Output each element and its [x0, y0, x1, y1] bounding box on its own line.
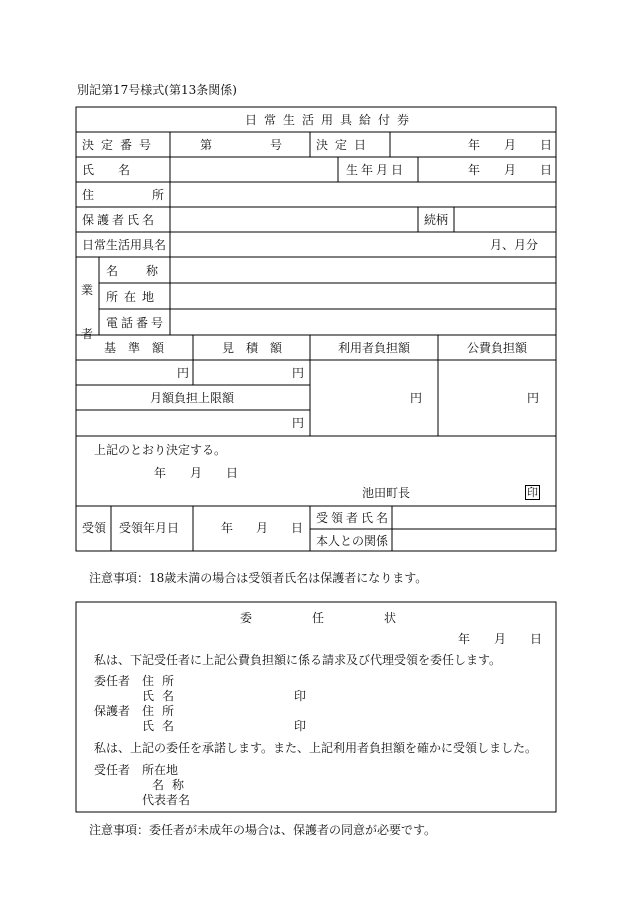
user-burden-yen: 円 — [410, 391, 423, 405]
decision-date-label: 決定日 — [316, 138, 374, 152]
receipt-date-label: 受領年月日 — [119, 521, 180, 535]
decision-year: 年 — [468, 138, 481, 152]
vendor-address-label: 所在地 — [106, 290, 161, 304]
decision-no-label: 決定番号 — [82, 138, 159, 152]
receipt-day: 日 — [291, 521, 304, 535]
public-burden-label: 公費負担額 — [467, 341, 528, 355]
receipt-label: 受領 — [82, 521, 107, 535]
header-note: 別記第17号様式(第13条関係) — [77, 83, 237, 97]
address-label: 住所 — [82, 188, 223, 202]
decision-text: 上記のとおり決定する。 — [94, 443, 227, 457]
birth-year: 年 — [468, 163, 481, 177]
item-label: 日常生活用具名 — [82, 238, 167, 252]
decision-sign-date: 年 月 日 — [154, 466, 239, 480]
vendor-name-label: 名称 — [106, 264, 187, 278]
form-title: 日常生活用具給付券 — [245, 113, 417, 127]
relation-label: 本人との関係 — [316, 534, 389, 548]
decision-day: 日 — [540, 138, 553, 152]
birth-month: 月 — [504, 163, 517, 177]
agent-company-label: 名称 — [152, 778, 193, 792]
user-burden-label: 利用者負担額 — [338, 341, 411, 355]
birth-label: 生年月日 — [346, 163, 407, 177]
monthly-limit-label: 月額負担上限額 — [150, 391, 235, 405]
item-period: 月、月分 — [490, 238, 539, 252]
agent-label: 受任者 — [94, 763, 131, 777]
decision-no-prefix: 第 — [200, 138, 213, 152]
agent-location-label: 所在地 — [142, 763, 179, 777]
proxy-text-1: 私は、下記受任者に上記公費負担額に係る請求及び代理受領を委任します。 — [94, 653, 502, 667]
decision-month: 月 — [504, 138, 517, 152]
proxy-date: 年 月 日 — [458, 632, 543, 646]
vendor-label: 業者 — [81, 283, 94, 341]
standard-label: 基準額 — [104, 341, 177, 355]
estimate-yen: 円 — [292, 366, 305, 380]
proxy-title: 委任状 — [240, 611, 457, 625]
receipt-year: 年 — [221, 521, 234, 535]
mayor-label: 池田町長 — [362, 486, 411, 500]
note-2: 注意事項：委任者が未成年の場合は、保護者の同意が必要です。 — [89, 823, 437, 837]
agent-rep-label: 代表者名 — [142, 793, 191, 807]
receipt-month: 月 — [256, 521, 269, 535]
standard-yen: 円 — [177, 366, 190, 380]
public-burden-yen: 円 — [527, 391, 540, 405]
principal-seal: 印 — [294, 689, 307, 703]
decision-no-suffix: 号 — [270, 138, 283, 152]
principal-label: 委任者 — [94, 674, 131, 688]
birth-day: 日 — [540, 163, 553, 177]
mayor-seal: 印 — [527, 486, 538, 499]
name-label: 氏名 — [82, 163, 155, 177]
guardian-label: 保護者氏名 — [82, 213, 158, 227]
guardian-label-proxy: 保護者 — [94, 704, 131, 718]
vendor-phone-label: 電話番号 — [106, 316, 167, 330]
relation-short-label: 続柄 — [424, 213, 449, 227]
proxy-text-2: 私は、上記の委任を承諾します。また、上記利用者負担額を確かに受領しました。 — [94, 741, 538, 755]
guardian-name-label: 氏名 — [142, 719, 183, 733]
monthly-limit-yen: 円 — [292, 416, 305, 430]
principal-address-label: 住所 — [142, 674, 183, 688]
principal-name-label: 氏名 — [142, 689, 183, 703]
receiver-name-label: 受領者氏名 — [316, 511, 392, 525]
estimate-label: 見積額 — [222, 341, 295, 355]
guardian-seal: 印 — [294, 719, 307, 733]
guardian-address-label: 住所 — [142, 704, 183, 718]
note-1: 注意事項：18歳未満の場合は受領者氏名は保護者になります。 — [89, 571, 428, 585]
